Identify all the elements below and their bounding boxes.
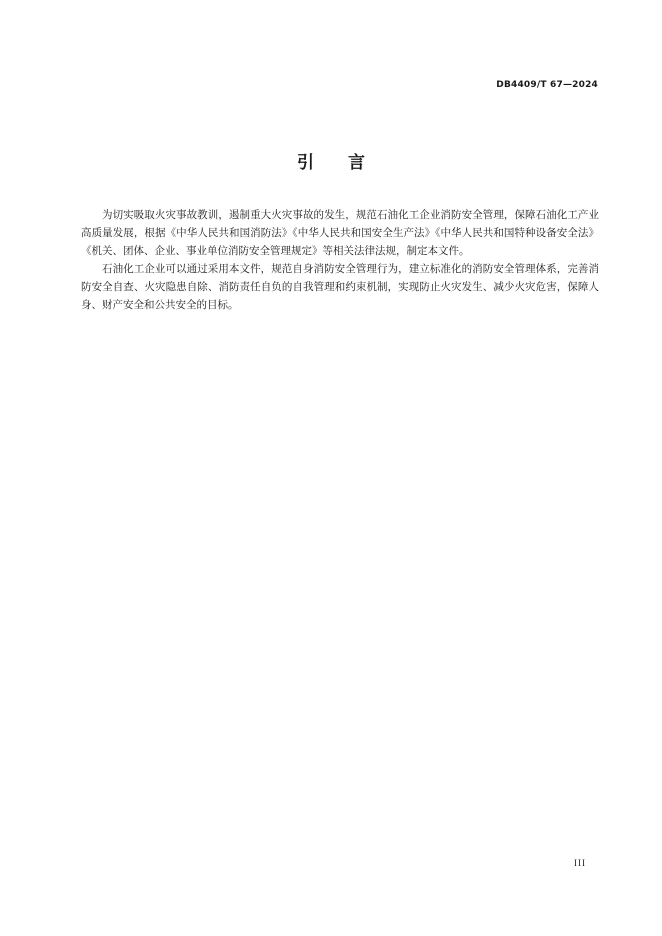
paragraph-1: 为切实吸取火灾事故教训，遏制重大火灾事故的发生，规范石油化工企业消防安全管理，保障石油化工产业高质量发展，根据《中华人民共和国消防法》《中华人民共和国安全生产法》《中华人民共和国特种设备安全法》《机关、团体、企业、事业单位消防安全管理规定》等相关法律法规，制定本文件。 xyxy=(81,209,599,257)
page-number: III xyxy=(574,858,586,868)
introduction-body xyxy=(81,206,599,314)
paragraph-2: 石油化工企业可以通过采用本文件，规范自身消防安全管理行为，建立标准化的消防安全管理体系，完善消防安全自查、火灾隐患自除、消防责任自负的自我管理和约束机制，实现防止火灾发生、减少火灾危害，保障人身、财产安全和公共安全的目标。 xyxy=(81,263,599,311)
page-title: 引言 xyxy=(297,153,399,173)
document-number: DB4409/T 67—2024 xyxy=(496,80,598,90)
